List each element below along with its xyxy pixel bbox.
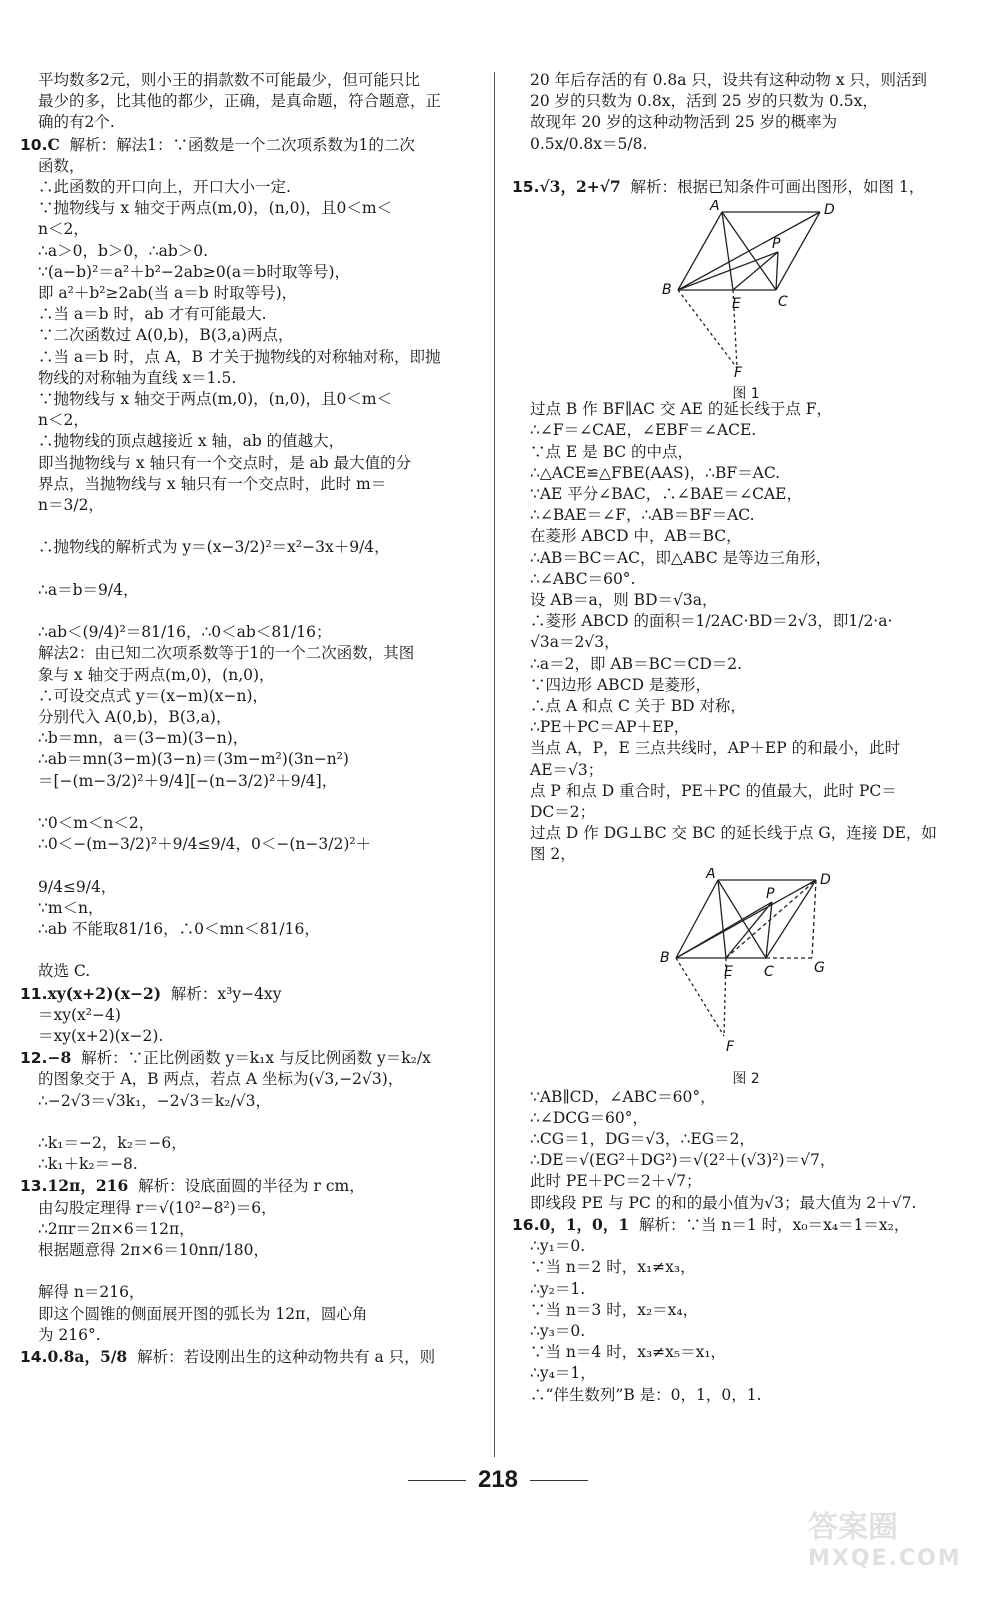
text-line (20, 983, 488, 1005)
question-number: 12. (20, 1049, 48, 1068)
line-text: ＝xy(x+2)(x−2). (38, 1027, 164, 1046)
text-line (512, 1150, 980, 1171)
line-text: 故选 C. (38, 962, 91, 981)
line-text: ∴y₃＝0. (530, 1321, 586, 1340)
page-number-rule-right (530, 1480, 588, 1481)
line-text: 确的有2个. (38, 113, 115, 132)
text-line (20, 198, 488, 219)
text-line (20, 91, 488, 112)
line-text: ∵当 n＝3 时，x₂＝x₄， (530, 1300, 699, 1319)
line-text: n＜2， (38, 220, 89, 239)
figure-2-label-f: F (726, 1038, 735, 1055)
figure-2-caption: 图 2 (732, 1070, 760, 1087)
line-text: 故现年 20 岁的这种动物活到 25 岁的概率为 (530, 113, 838, 132)
question-number: 10. (20, 135, 48, 154)
figure-2 (512, 867, 980, 1087)
line-text: n＜2， (38, 411, 89, 430)
text-line (512, 134, 980, 155)
line-text: ∴PE＋PC＝AP＋EP， (530, 718, 690, 737)
line-text: ∴y₂＝1. (530, 1279, 586, 1298)
question-number: 11. (20, 984, 48, 1003)
text-line (512, 548, 980, 569)
line-text: 9/4≤9/4， (38, 877, 117, 896)
text-line (20, 516, 488, 537)
line-text: 当点 A，P，E 三点共线时，AP＋EP 的和最小，此时 (530, 739, 901, 758)
text-line (512, 505, 980, 526)
text-line (512, 112, 980, 133)
line-text: 物线的对称轴为直线 x＝1.5. (38, 368, 237, 387)
text-line (512, 611, 980, 632)
line-text: ∵当 n＝2 时，x₁≠x₃， (530, 1258, 696, 1277)
question-number: 13. (20, 1177, 48, 1196)
text-line (512, 70, 980, 91)
line-text: ∴0＜−(m−3/2)²＋9/4≤9/4，0＜−(n−3/2)²＋ (38, 835, 372, 854)
line-text: ＝[−(m−3/2)²＋9/4][−(n−3/2)²＋9/4]， (38, 771, 338, 790)
left-column-lines (20, 70, 488, 1368)
figure-1-label-f: F (734, 365, 743, 379)
line-text: ∵0＜m＜n＜2， (38, 814, 155, 833)
line-text: ∴∠ABC＝60°. (530, 569, 636, 588)
line-text: ∴ab＜(9/4)²＝81/16，∴0＜ab＜81/16； (38, 623, 332, 642)
line-text: 由勾股定理得 r＝√(10²−8²)＝6， (38, 1198, 277, 1217)
text-line (512, 781, 980, 802)
line-text: ∴∠DCG＝60°， (530, 1108, 648, 1127)
line-text: ∴y₁＝0. (530, 1237, 586, 1256)
text-line (20, 665, 488, 686)
text-line (512, 91, 980, 112)
line-text: ∴当 a＝b 时，点 A，B 才关于抛物线的对称轴对称，即抛 (38, 347, 441, 366)
line-text: ∵二次函数过 A(0,b)，B(3,a)两点， (38, 326, 294, 345)
line-text: 过点 D 作 DG⊥BC 交 BC 的延长线于点 G，连接 DE，如 (530, 824, 937, 843)
text-line (20, 1198, 488, 1219)
answer-label: √3，2+√7 (539, 177, 621, 196)
text-line (512, 1236, 980, 1257)
question-number: 15. (512, 178, 540, 196)
text-line (20, 70, 488, 91)
text-line (20, 940, 488, 961)
text-line (512, 1385, 980, 1406)
line-text: ∵当 n＝4 时，x₃≠x₅＝x₁， (530, 1343, 727, 1362)
text-line (20, 177, 488, 198)
line-text: 0.5x/0.8x＝5/8. (530, 134, 648, 153)
answer-label: 12π，216 (47, 1176, 129, 1196)
line-text: 解析：x³y−4xy (161, 984, 282, 1003)
line-text: 即这个圆锥的侧面展开图的弧长为 12π，圆心角 (38, 1304, 368, 1323)
page-number (0, 1466, 996, 1494)
line-text: ∵AE 平分∠BAC，∴∠BAE＝∠CAE， (530, 485, 802, 504)
line-text: ∴DE＝√(EG²＋DG²)＝√(2²＋(√3)²)＝√7， (530, 1151, 836, 1170)
text-line (512, 1363, 980, 1384)
answer-label: xy(x+2)(x−2) (47, 983, 162, 1003)
line-text: √3a＝2√3， (530, 633, 620, 652)
line-text: 即 a²＋b²≥2ab(当 a＝b 时取等号)， (38, 284, 298, 303)
line-text: 即当抛物线与 x 轴只有一个交点时，是 ab 最大值的分 (38, 453, 412, 472)
text-line (512, 442, 980, 463)
text-line (512, 1257, 980, 1278)
text-line (20, 112, 488, 133)
line-text: ∴抛物线的顶点越接近 x 轴，ab 的值越大， (38, 432, 345, 451)
text-line (20, 559, 488, 580)
text-line (512, 463, 980, 484)
text-line (512, 484, 980, 505)
line-text: DC＝2； (530, 803, 596, 822)
text-line (512, 696, 980, 717)
text-line (20, 1133, 488, 1154)
text-line (20, 707, 488, 728)
line-text: 20 岁的只数为 0.8x，活到 25 岁的只数为 0.5x， (530, 92, 878, 111)
line-text: 即线段 PE 与 PC 的和的最小值为√3；最大值为 2＋√7. (530, 1193, 917, 1212)
watermark-sub: MXQE.COM (808, 1546, 962, 1571)
text-line (20, 1005, 488, 1026)
figure-2-label-p: P (766, 885, 775, 902)
figure-1-label-e: E (732, 296, 741, 313)
answer-label: C (47, 134, 60, 154)
figure-2-label-c: C (764, 963, 774, 980)
line-text: 图 2， (530, 845, 576, 864)
text-line (20, 919, 488, 940)
line-text: ∴a＝2，即 AB＝BC＝CD＝2. (530, 654, 743, 673)
text-line (512, 1300, 980, 1321)
text-line (20, 1175, 488, 1197)
line-text: ∵抛物线与 x 轴交于两点(m,0)，(n,0)，且0＜m＜ (38, 199, 393, 218)
line-text: 20 年后存活的有 0.8a 只，设共有这种动物 x 只，则活到 (530, 71, 927, 89)
line-text: 解析：若设刚出生的这种动物共有 a 只，则 (127, 1348, 436, 1367)
column-divider (494, 72, 495, 1457)
text-line (512, 1108, 980, 1129)
figure-2-label-b: B (660, 949, 670, 966)
text-line (20, 961, 488, 982)
line-text: 点 P 和点 D 重合时，PE＋PC 的值最大，此时 PC＝ (530, 781, 897, 800)
text-line (20, 1325, 488, 1346)
text-line (512, 1171, 980, 1192)
line-text: ∴k₁＋k₂＝−8. (38, 1155, 138, 1174)
text-line (20, 325, 488, 346)
text-line (512, 675, 980, 696)
text-line (20, 389, 488, 410)
line-text: ∴a＝b＝9/4， (38, 580, 139, 599)
line-text: 解析：设底面圆的半径为 r cm， (128, 1177, 365, 1196)
text-line (512, 632, 980, 653)
text-line (512, 569, 980, 590)
text-line (20, 728, 488, 749)
line-text: ∵AB∥CD，∠ABC＝60°， (530, 1087, 716, 1106)
line-text: ∴此函数的开口向上，开口大小一定. (38, 178, 291, 197)
text-line (20, 1219, 488, 1240)
line-text: ∴可设交点式 y＝(x−m)(x−n)， (38, 686, 269, 705)
text-line (20, 1282, 488, 1303)
line-text: ∵抛物线与 x 轴交于两点(m,0)，(n,0)，且0＜m＜ (38, 390, 393, 409)
figure-1-label-d: D (824, 202, 835, 219)
watermark-logo (808, 1502, 978, 1582)
line-text: ∴a＞0，b＞0，∴ab＞0. (38, 241, 209, 260)
page-number-text: 218 (477, 1466, 519, 1493)
text-line (20, 1240, 488, 1261)
line-text: ∵四边形 ABCD 是菱形， (530, 675, 712, 694)
text-line (20, 347, 488, 368)
text-line (20, 474, 488, 495)
line-text: 过点 B 作 BF∥AC 交 AE 的延长线于点 F， (530, 400, 833, 419)
right-column (512, 70, 980, 1406)
text-line (20, 262, 488, 283)
text-line (20, 410, 488, 431)
left-column (20, 70, 488, 1368)
line-text: 函数， (38, 156, 85, 175)
text-line (512, 1279, 980, 1300)
text-line (20, 1304, 488, 1325)
line-text: 解得 n＝216， (38, 1283, 145, 1302)
line-text: 解析：∵当 n＝1 时，x₀＝x₄＝1＝x₂， (629, 1215, 910, 1234)
figure-1-label-p: P (772, 236, 781, 253)
text-line (20, 1154, 488, 1175)
line-text: 平均数多2元，则小王的捐款数不可能最少，但可能只比 (38, 71, 420, 89)
text-line (512, 155, 980, 176)
line-text: ∴菱形 ABCD 的面积＝1/2AC·BD＝2√3，即1/2·a· (530, 612, 893, 631)
text-line (20, 537, 488, 558)
line-text: ∴b＝mn，a＝(3−m)(3−n)， (38, 729, 249, 748)
line-text: ∴2πr＝2π×6＝12π， (38, 1219, 195, 1238)
text-line (512, 1342, 980, 1363)
line-text: ∴y₄＝1， (530, 1364, 596, 1383)
text-line (20, 601, 488, 622)
line-text: 象与 x 轴交于两点(m,0)，(n,0)， (38, 665, 275, 684)
text-line (20, 686, 488, 707)
text-line (20, 304, 488, 325)
line-text: AE＝√3； (530, 760, 604, 779)
figure-1-diagram (512, 200, 980, 378)
figure-1-caption: 图 1 (732, 386, 760, 403)
figure-1-label-c: C (778, 294, 788, 311)
line-text: ∴“伴生数列”B 是：0，1，0，1. (530, 1385, 762, 1404)
text-line (20, 580, 488, 601)
answer-label: 0，1，0，1 (539, 1214, 630, 1234)
figure-2-label-a: A (706, 867, 716, 882)
text-line (512, 802, 980, 823)
text-line (20, 1047, 488, 1069)
line-text: 根据题意得 2π×6＝10nπ/180， (38, 1241, 270, 1260)
text-line (20, 792, 488, 813)
text-line (20, 643, 488, 664)
figure-1 (512, 200, 980, 403)
line-text: 分别代入 A(0,b)，B(3,a)， (38, 708, 232, 727)
line-text: 的图象交于 A，B 两点，若点 A 坐标为(√3,−2√3)， (38, 1070, 404, 1089)
line-text: ∴∠BAE＝∠F，∴AB＝BF＝AC. (530, 506, 755, 525)
line-text: 设 AB＝a，则 BD＝√3a， (530, 591, 718, 610)
text-line (512, 1193, 980, 1214)
text-line (20, 283, 488, 304)
line-text: ∴ab 不能取81/16，∴0＜mn＜81/16， (38, 920, 320, 939)
text-line (20, 771, 488, 792)
text-line (20, 1261, 488, 1282)
text-line (20, 1026, 488, 1047)
line-text: ∵m＜n， (38, 898, 104, 917)
text-line (512, 738, 980, 759)
text-line (512, 823, 980, 844)
right-column-middle-lines (512, 399, 980, 865)
line-text: ∴k₁＝−2，k₂＝−6， (38, 1134, 187, 1153)
text-line (512, 526, 980, 547)
text-line (20, 134, 488, 156)
line-text: n＝3/2， (38, 496, 104, 515)
line-text: 解析：根据已知条件可画出图形，如图 1， (620, 178, 925, 196)
text-line (20, 877, 488, 898)
text-line (512, 760, 980, 781)
text-line (20, 1069, 488, 1090)
line-text: ∴ab＝mn(3−m)(3−n)＝(3m−m²)(3n−n²) (38, 750, 349, 769)
text-line (20, 156, 488, 177)
text-line (512, 844, 980, 865)
text-line (512, 1321, 980, 1342)
line-text: 在菱形 ABCD 中，AB＝BC， (530, 527, 742, 546)
line-text: ∴点 A 和点 C 关于 BD 对称， (530, 697, 746, 716)
figure-2-label-e: E (724, 963, 733, 980)
text-line (512, 717, 980, 738)
line-text: ∴AB＝BC＝AC，即△ABC 是等边三角形， (530, 548, 832, 567)
text-line (20, 1112, 488, 1133)
right-column-top-lines (512, 70, 980, 198)
text-line (512, 590, 980, 611)
text-line (20, 1091, 488, 1112)
text-line (20, 453, 488, 474)
line-text: 解析：∵正比例函数 y＝k₁x 与反比例函数 y＝k₂/x (71, 1049, 431, 1068)
figure-2-label-g: G (814, 959, 825, 976)
line-text: 最少的多，比其他的都少，正确，是真命题，符合题意，正 (38, 92, 442, 111)
line-text: ∴当 a＝b 时，ab 才有可能最大. (38, 305, 267, 324)
answer-label: −8 (47, 1048, 72, 1068)
text-line (20, 431, 488, 452)
text-line (20, 368, 488, 389)
line-text: ＝xy(x²−4) (38, 1005, 121, 1024)
line-text: 为 216°. (38, 1325, 101, 1344)
line-text: 界点，当抛物线与 x 轴只有一个交点时，此时 m＝ (38, 474, 387, 493)
line-text: ∴∠F＝∠CAE，∠EBF＝∠ACE. (530, 421, 757, 440)
text-line (512, 654, 980, 675)
line-text: ∴抛物线的解析式为 y＝(x−3/2)²＝x²−3x＋9/4， (38, 538, 390, 557)
line-text: ∴−2√3＝√3k₁，−2√3＝k₂/√3， (38, 1091, 271, 1110)
figure-2-label-d: D (820, 871, 831, 888)
line-text: ∴CG＝1，DG＝√3，∴EG＝2， (530, 1130, 755, 1149)
text-line (512, 1129, 980, 1150)
text-line (512, 420, 980, 441)
text-line (20, 855, 488, 876)
text-line (512, 176, 980, 198)
figure-1-label-b: B (662, 282, 672, 299)
text-line (20, 241, 488, 262)
line-text: 解法2：由已知二次项系数等于1的一个二次函数，其图 (38, 644, 415, 663)
right-column-bottom-lines (512, 1087, 980, 1406)
figure-1-label-a: A (710, 200, 720, 215)
text-line (20, 749, 488, 770)
text-line (512, 1214, 980, 1236)
figure-2-diagram (512, 868, 980, 1063)
line-text: 解析：解法1：∵函数是一个二次项系数为1的二次 (59, 135, 415, 154)
text-line (20, 834, 488, 855)
answer-label: 0.8a，5/8 (47, 1347, 128, 1367)
watermark-main: 答案圈 (808, 1510, 898, 1545)
text-line (20, 813, 488, 834)
text-line (20, 219, 488, 240)
text-line (20, 622, 488, 643)
line-text: ∵(a−b)²＝a²＋b²−2ab≥0(a＝b时取等号)， (38, 262, 351, 281)
text-line (20, 1346, 488, 1368)
question-number: 16. (512, 1215, 540, 1234)
line-text: 此时 PE＋PC＝2＋√7； (530, 1172, 702, 1191)
line-text: ∴△ACE≌△FBE(AAS)，∴BF＝AC. (530, 463, 781, 482)
text-line (20, 898, 488, 919)
question-number: 14. (20, 1348, 48, 1367)
page-number-rule-left (408, 1480, 466, 1481)
line-text: ∵点 E 是 BC 的中点， (530, 442, 694, 461)
text-line (20, 495, 488, 516)
